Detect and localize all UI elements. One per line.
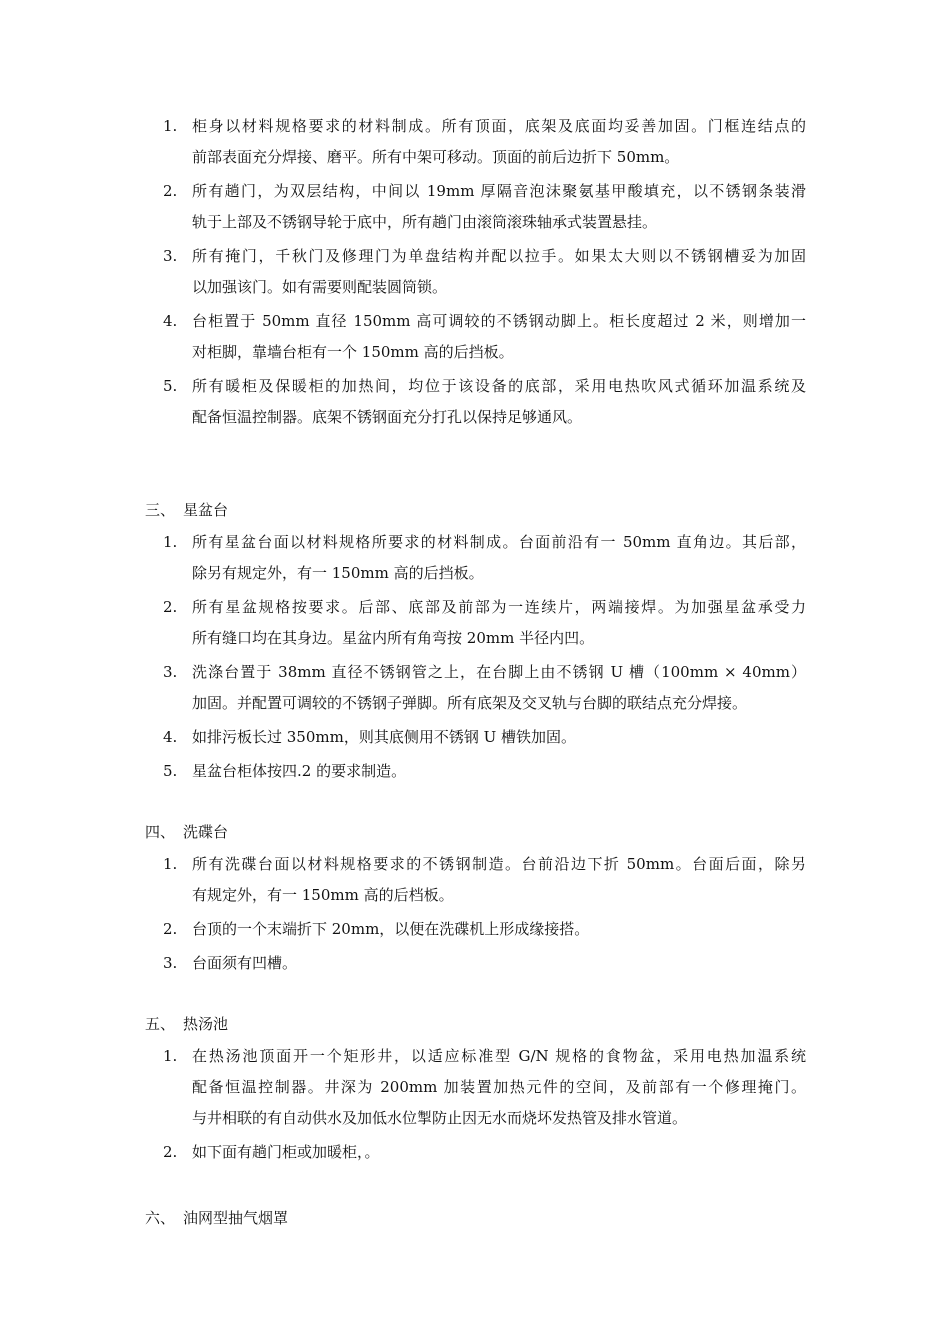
list-item (0, 914, 950, 945)
list-item (0, 527, 950, 589)
item-text-line: 有规定外，有一 150mm 高的后档板。 (192, 886, 454, 904)
section-heading-5 (145, 1009, 228, 1040)
item-number: 1. (163, 117, 178, 135)
item-text-line: 所有星盆台面以材料规格所要求的材料制成。台面前沿有一 50mm 直角边。其后部， (192, 533, 806, 551)
section-heading-4 (145, 817, 228, 848)
item-text-line: 加固。并配置可调较的不锈钢子弹脚。所有底架及交叉轨与台脚的联结点充分焊接。 (192, 694, 748, 712)
item-text-line: 所有暖柜及保暖柜的加热间，均位于该设备的底部，采用电热吹风式循环加温系统及 (192, 377, 806, 395)
item-number: 1. (163, 533, 178, 551)
list-item (0, 722, 950, 753)
item-number: 2. (163, 920, 178, 938)
item-text-line: 所有洗碟台面以材料规格要求的不锈钢制造。台前沿边下折 50mm。台面后面，除另 (192, 855, 806, 873)
list-item (0, 756, 950, 787)
item-text-line: 配备恒温控制器。井深为 200mm 加装置加热元件的空间，及前部有一个修理掩门。 (192, 1078, 806, 1096)
list-item (0, 111, 950, 173)
item-text-line: 所有缝口均在其身边。星盆内所有角弯按 20mm 半径内凹。 (192, 629, 595, 647)
list-item (0, 592, 950, 654)
item-text-line: 前部表面充分焊接、磨平。所有中架可移动。顶面的前后边折下 50mm。 (192, 148, 680, 166)
section-heading-6 (145, 1203, 288, 1234)
list-item (0, 1137, 950, 1168)
item-text-line: 台面须有凹槽。 (192, 954, 298, 972)
item-text (192, 849, 806, 911)
item-text-line: 星盆台柜体按四.2 的要求制造。 (192, 762, 407, 780)
item-text-line: 与井相联的有自动供水及加低水位掣防止因无水而烧坏发热管及排水管道。 (192, 1109, 688, 1127)
item-text-line: 柜身以材料规格要求的材料制成。所有顶面，底架及底面均妥善加固。门框连结点的 (192, 117, 806, 135)
list-item (0, 1041, 950, 1134)
list-item (0, 371, 950, 433)
item-number: 5. (163, 377, 178, 395)
item-text-line: 轨于上部及不锈钢导轮于底中，所有趟门由滚筒滚珠轴承式装置悬挂。 (192, 213, 658, 231)
item-text (192, 306, 806, 368)
item-number: 4. (163, 312, 178, 330)
item-number: 1. (163, 855, 178, 873)
item-text-line: 洗涤台置于 38mm 直径不锈钢管之上，在台脚上由不锈钢 U 槽（100mm × 40mm） (192, 663, 806, 681)
section-title: 星盆台 (183, 501, 229, 519)
section-number: 三、 (145, 501, 176, 519)
list-item (0, 176, 950, 238)
list-item (0, 657, 950, 719)
cabinet-spec-list (0, 111, 950, 436)
item-text-line: 所有星盆规格按要求。后部、底部及前部为一连续片，两端接焊。为加强星盆承受力 (192, 598, 806, 616)
item-text-line: 对柜脚，靠墙台柜有一个 150mm 高的后挡板。 (192, 343, 514, 361)
item-text (192, 527, 806, 589)
item-text (192, 1041, 806, 1134)
item-text-line: 配备恒温控制器。底架不锈钢面充分打孔以保持足够通风。 (192, 408, 583, 426)
list-item (0, 849, 950, 911)
item-number: 2. (163, 1143, 178, 1161)
item-number: 4. (163, 728, 178, 746)
item-text-line: 在热汤池顶面开一个矩形井，以适应标准型 G/N 规格的食物盆，采用电热加温系统 (192, 1047, 806, 1065)
item-text (192, 756, 806, 787)
item-number: 2. (163, 598, 178, 616)
section-title: 热汤池 (183, 1015, 229, 1033)
section-number: 四、 (145, 823, 176, 841)
item-text (192, 371, 806, 433)
item-number: 5. (163, 762, 178, 780)
section-title: 洗碟台 (183, 823, 229, 841)
item-number: 3. (163, 247, 178, 265)
dish-table-spec-list (0, 849, 950, 982)
list-item (0, 241, 950, 303)
section-heading-3 (145, 495, 228, 526)
item-text-line: 台顶的一个末端折下 20mm，以便在洗碟机上形成缘接搭。 (192, 920, 590, 938)
item-text (192, 592, 806, 654)
list-item (0, 306, 950, 368)
item-text (192, 657, 806, 719)
section-number: 五、 (145, 1015, 176, 1033)
item-text (192, 1137, 806, 1168)
item-text (192, 722, 806, 753)
sink-table-spec-list (0, 527, 950, 790)
item-text (192, 176, 806, 238)
item-text (192, 241, 806, 303)
item-text (192, 948, 806, 979)
item-text-line: 所有趟门，为双层结构，中间以 19mm 厚隔音泡沫聚氨基甲酸填充，以不锈钢条装滑 (192, 182, 806, 200)
item-text-line: 除另有规定外，有一 150mm 高的后挡板。 (192, 564, 484, 582)
item-text-line: 如下面有趟门柜或加暖柜，。 (192, 1143, 380, 1161)
item-text (192, 914, 806, 945)
item-number: 3. (163, 663, 178, 681)
item-text-line: 台柜置于 50mm 直径 150mm 高可调较的不锈钢动脚上。柜长度超过 2 米，则增加一 (192, 312, 806, 330)
item-number: 1. (163, 1047, 178, 1065)
item-number: 2. (163, 182, 178, 200)
section-title: 油网型抽气烟罩 (183, 1209, 289, 1227)
item-text-line: 以加强该门。如有需要则配装圆筒锁。 (192, 278, 448, 296)
list-item (0, 948, 950, 979)
item-number: 3. (163, 954, 178, 972)
item-text (192, 111, 806, 173)
soup-well-spec-list (0, 1041, 950, 1171)
section-number: 六、 (145, 1209, 176, 1227)
item-text-line: 所有掩门，千秋门及修理门为单盘结构并配以拉手。如果太大则以不锈钢槽妥为加固 (192, 247, 806, 265)
item-text-line: 如排污板长过 350mm，则其底侧用不锈钢 U 槽铁加固。 (192, 728, 577, 746)
